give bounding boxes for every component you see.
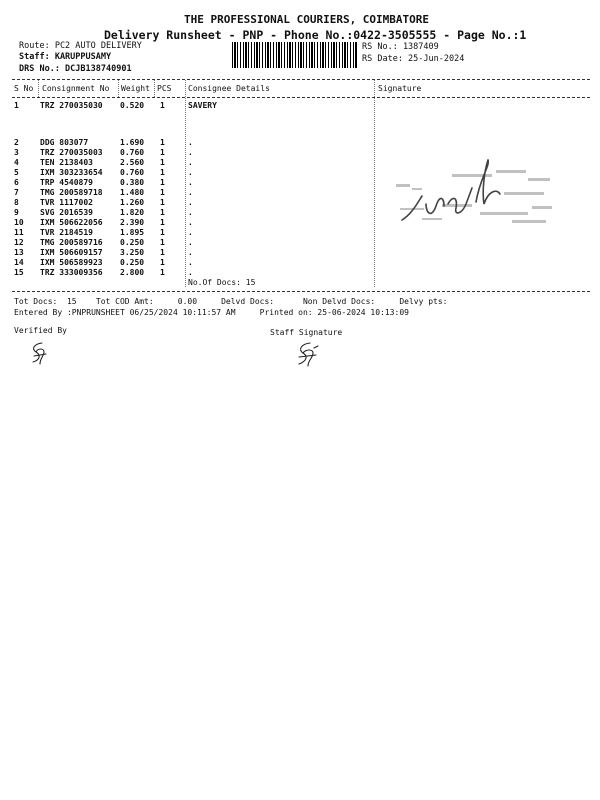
verifier-signature	[28, 340, 50, 366]
row-details: .	[188, 238, 193, 247]
totals-line: Tot Docs: 15 Tot COD Amt: 0.00 Delvd Docs: Non Delvd Docs: Delvy pts:	[14, 297, 448, 306]
row-sno: 15	[14, 268, 24, 277]
row-pcs: 1	[160, 198, 165, 207]
entered-by-line: Entered By :PNPRUNSHEET 06/25/2024 10:11:57 AM Printed on: 25-06-2024 10:13:09	[14, 308, 409, 317]
row-consignment: TVR 1117002	[40, 198, 93, 207]
col-weight: Weight	[121, 84, 150, 93]
table-row	[0, 148, 600, 158]
row-weight: 0.250	[120, 258, 145, 267]
table-row	[0, 268, 600, 278]
staff-signature	[294, 340, 320, 368]
rs-number: RS No.: 1387409	[362, 42, 439, 52]
staff-label: Staff: KARUPPUSAMY	[19, 52, 112, 62]
row-consignment: TRZ 333009356	[40, 268, 103, 277]
table-bottom-rule	[12, 291, 590, 292]
row-weight: 0.520	[120, 101, 145, 110]
table-header-rule	[12, 97, 590, 98]
row-details: .	[188, 178, 193, 187]
company-title: THE PROFESSIONAL COURIERS, COIMBATORE	[184, 13, 430, 26]
row-details: .	[188, 138, 193, 147]
row-consignment: TMG 200589718	[40, 188, 103, 197]
row-weight: 1.480	[120, 188, 145, 197]
row-sno: 4	[14, 158, 19, 167]
row-details: .	[188, 268, 193, 277]
row-sno: 3	[14, 148, 19, 157]
delivery-signature-stamp	[392, 158, 560, 236]
row-pcs: 1	[160, 268, 165, 277]
row-consignment: IXM 506622056	[40, 218, 103, 227]
col-sep	[38, 80, 39, 97]
table-row	[0, 248, 600, 258]
no-of-docs: No.Of Docs: 15	[188, 278, 256, 287]
row-pcs: 1	[160, 218, 165, 227]
row-sno: 14	[14, 258, 24, 267]
row-weight: 2.560	[120, 158, 145, 167]
row-sno: 7	[14, 188, 19, 197]
row-pcs: 1	[160, 178, 165, 187]
route-label: Route: PC2 AUTO DELIVERY	[19, 41, 142, 51]
row-sno: 8	[14, 198, 19, 207]
rs-date: RS Date: 25-Jun-2024	[362, 54, 465, 64]
row-details: .	[188, 228, 193, 237]
runsheet-title: Delivery Runsheet - PNP - Phone No.:0422-3505555 - Page No.:1	[104, 28, 527, 42]
row-pcs: 1	[160, 101, 165, 110]
row-sno: 12	[14, 238, 24, 247]
row-weight: 2.800	[120, 268, 145, 277]
row-pcs: 1	[160, 138, 165, 147]
barcode	[232, 42, 358, 68]
drs-number: DRS No.: DCJB138740901	[19, 64, 132, 74]
table-top-rule	[12, 79, 590, 80]
row-details: .	[188, 188, 193, 197]
row-consignment: TRZ 270035003	[40, 148, 103, 157]
row-sno: 10	[14, 218, 24, 227]
row-sno: 9	[14, 208, 19, 217]
row-weight: 0.380	[120, 178, 145, 187]
col-pcs: PCS	[157, 84, 172, 93]
row-consignment: IXM 506609157	[40, 248, 103, 257]
row-details: .	[188, 198, 193, 207]
row-consignment: TRZ 270035030	[40, 101, 103, 110]
row-sno: 5	[14, 168, 19, 177]
table-row	[0, 238, 600, 248]
row-details: .	[188, 248, 193, 257]
col-sep	[118, 80, 119, 97]
row-weight: 1.820	[120, 208, 145, 217]
row-consignment: TEN 2138403	[40, 158, 93, 167]
row-pcs: 1	[160, 188, 165, 197]
row-consignment: SVG 2016539	[40, 208, 93, 217]
row-details: SAVERY	[188, 101, 217, 110]
row-pcs: 1	[160, 258, 165, 267]
row-details: .	[188, 218, 193, 227]
row-consignment: IXM 303233654	[40, 168, 103, 177]
row-details: .	[188, 148, 193, 157]
row-sno: 13	[14, 248, 24, 257]
staff-signature-label: Staff Signature	[270, 328, 343, 337]
row-weight: 1.895	[120, 228, 145, 237]
table-row	[0, 258, 600, 268]
row-details: .	[188, 258, 193, 267]
row-sno: 2	[14, 138, 19, 147]
row-sno: 6	[14, 178, 19, 187]
row-consignment: TMG 200589716	[40, 238, 103, 247]
row-pcs: 1	[160, 228, 165, 237]
row-details: .	[188, 158, 193, 167]
col-sep	[154, 80, 155, 97]
row-details: .	[188, 208, 193, 217]
col-signature: Signature	[378, 84, 422, 93]
row-consignment: TVR 2184519	[40, 228, 93, 237]
row-weight: 1.690	[120, 138, 145, 147]
row-pcs: 1	[160, 208, 165, 217]
row-pcs: 1	[160, 148, 165, 157]
row-pcs: 1	[160, 248, 165, 257]
row-pcs: 1	[160, 238, 165, 247]
row-pcs: 1	[160, 158, 165, 167]
row-weight: 0.250	[120, 238, 145, 247]
row-weight: 0.760	[120, 148, 145, 157]
verified-by-label: Verified By	[14, 326, 67, 335]
row-consignment: IXM 506589923	[40, 258, 103, 267]
col-consignment: Consignment No	[42, 84, 110, 93]
row-weight: 2.390	[120, 218, 145, 227]
col-sno: S No	[14, 84, 34, 93]
row-weight: 0.760	[120, 168, 145, 177]
row-pcs: 1	[160, 168, 165, 177]
row-sno: 11	[14, 228, 24, 237]
row-consignment: DDG 803077	[40, 138, 89, 147]
row-sno: 1	[14, 101, 19, 110]
row-details: .	[188, 168, 193, 177]
table-row	[0, 138, 600, 148]
col-details: Consignee Details	[188, 84, 270, 93]
row-consignment: TRP 4540879	[40, 178, 93, 187]
row-weight: 1.260	[120, 198, 145, 207]
row-weight: 3.250	[120, 248, 145, 257]
table-row	[0, 101, 600, 111]
